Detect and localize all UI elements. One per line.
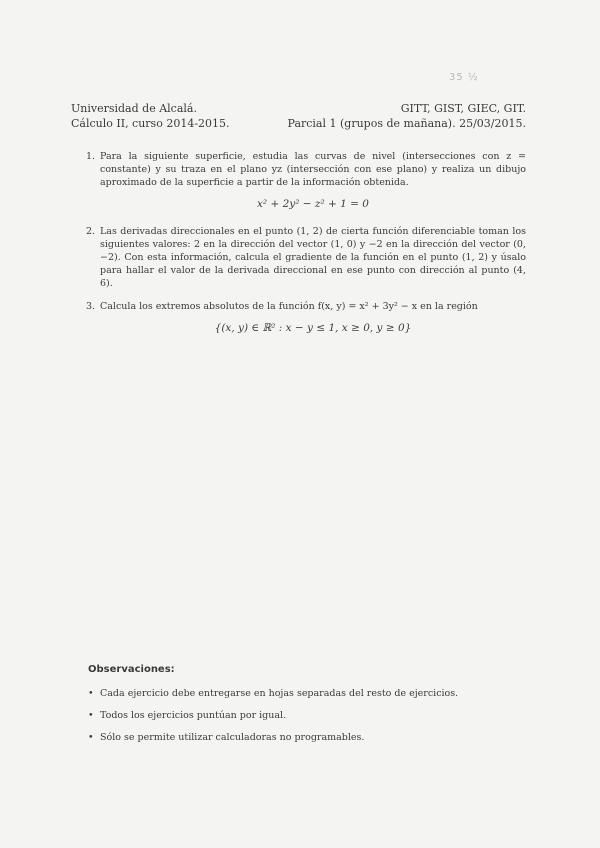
- list-item: [88, 732, 508, 743]
- course-name: Cálculo II, curso 2014-2015.: [71, 117, 230, 130]
- problem-text: Las derivadas direccionales en el punto (1, 2) de cierta función diferenciable toman los siguientes valores: 2 en la dirección del vector (1, 0) y −2 en la dirección del vector (0, −2). Con esta información, calcula el gradiente de la función en el punto (1, 2) y úsalo para hallar el valor de la derivada direccional en ese punto con dirección al punto (4, 6).: [100, 226, 526, 289]
- problem-list: [86, 150, 526, 344]
- problem-3: [86, 300, 526, 335]
- degrees: GITT, GIST, GIEC, GIT.: [400, 102, 526, 115]
- observation-text: Sólo se permite utilizar calculadoras no programables.: [100, 732, 365, 743]
- exam-header: [71, 101, 526, 131]
- list-item: [88, 688, 508, 699]
- observations: [88, 664, 508, 754]
- problem-text: Para la siguiente superficie, estudia las curvas de nivel (intersecciones con z = constante) y su traza en el plano yz (intersección con ese plano) y realiza un dibujo aproximado de la superficie a partir de la información obtenida.: [100, 151, 526, 188]
- problem-number: 2.: [86, 226, 96, 237]
- bullet-icon: •: [88, 688, 94, 699]
- observations-list: [88, 688, 508, 743]
- bullet-icon: •: [88, 710, 94, 721]
- problem-2: [86, 225, 526, 290]
- problem-text: Calcula los extremos absolutos de la función f(x, y) = x² + 3y² − x en la región: [100, 301, 478, 312]
- bullet-icon: •: [88, 732, 94, 743]
- problem-formula: {(x, y) ∈ ℝ² : x − y ≤ 1, x ≥ 0, y ≥ 0}: [214, 322, 412, 334]
- problem-number: 3.: [86, 301, 96, 312]
- university-name: Universidad de Alcalá.: [71, 102, 197, 115]
- handwritten-mark: 35 ½: [449, 72, 479, 83]
- observation-text: Cada ejercicio debe entregarse en hojas separadas del resto de ejercicios.: [100, 688, 459, 699]
- problem-1: [86, 150, 526, 211]
- problem-formula: x² + 2y² − z² + 1 = 0: [257, 198, 369, 210]
- problem-number: 1.: [86, 151, 96, 162]
- exam-title: Parcial 1 (grupos de mañana). 25/03/2015.: [287, 117, 526, 130]
- list-item: [88, 710, 508, 721]
- observations-title: Observaciones:: [88, 664, 175, 675]
- observation-text: Todos los ejercicios puntúan por igual.: [100, 710, 287, 721]
